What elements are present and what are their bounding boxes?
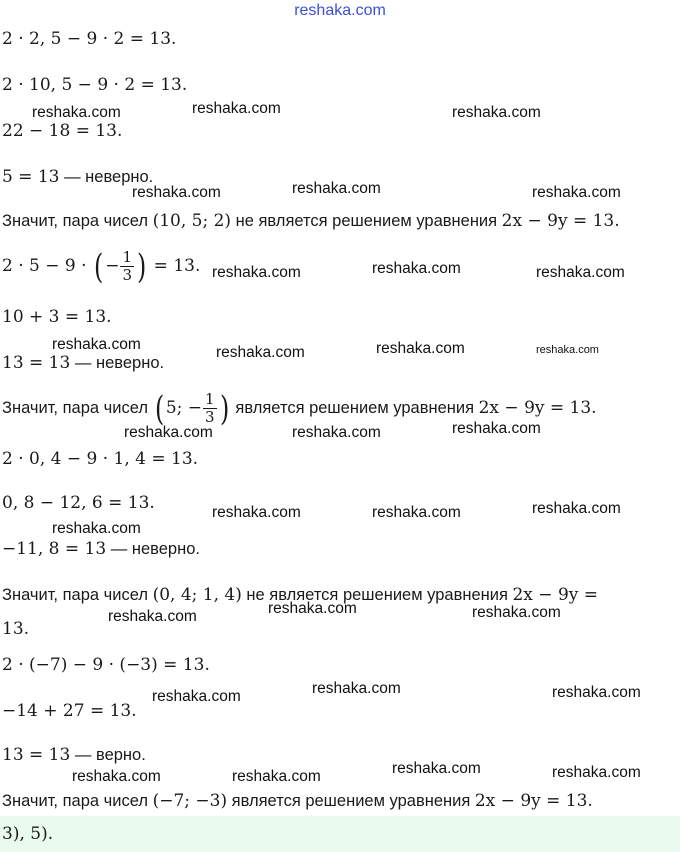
site-header-link[interactable]: reshaka.com <box>294 2 386 19</box>
watermark: reshaka.com <box>312 680 401 697</box>
watermark: reshaka.com <box>72 768 161 785</box>
answer-text: 3), 5). <box>2 824 54 844</box>
number-pair <box>153 388 231 429</box>
equation-line <box>2 166 153 188</box>
watermark: reshaka.com <box>372 260 461 277</box>
equation-line: 2 · 0, 4 − 9 · 1, 4 = 13. <box>2 449 199 469</box>
equation: 13 = 13 <box>2 745 71 765</box>
conclusion-text: Значит, пара чисел <box>2 399 153 417</box>
equation-continuation: 13. <box>2 619 30 639</box>
watermark: reshaka.com <box>376 340 465 357</box>
equation: 2x − 9y = 13. <box>501 211 620 231</box>
watermark: reshaka.com <box>52 520 141 537</box>
verdict-text: — неверно. <box>70 354 165 372</box>
conclusion-text: Значит, пара чисел <box>2 792 153 810</box>
watermark: reshaka.com <box>212 504 301 521</box>
equation-line <box>2 538 200 560</box>
equation-line: 2 · 2, 5 − 9 · 2 = 13. <box>2 29 177 49</box>
minus-sign: − <box>105 256 120 276</box>
conclusion-line <box>2 210 620 232</box>
equation-line <box>2 744 146 766</box>
number-pair: (−7; −3) <box>152 791 228 811</box>
fraction <box>120 249 134 284</box>
watermark: reshaka.com <box>532 500 621 517</box>
fraction-denominator: 3 <box>205 408 215 426</box>
equation: 13 = 13 <box>2 353 71 373</box>
watermark: reshaka.com <box>292 424 381 441</box>
conclusion-text: Значит, пара чисел <box>2 586 153 604</box>
equation: 2x − 9y = 13. <box>478 398 597 418</box>
watermark: reshaka.com <box>452 420 541 437</box>
fraction-numerator: 1 <box>122 248 132 266</box>
watermark: reshaka.com <box>132 184 221 201</box>
watermark: reshaka.com <box>268 600 357 617</box>
watermark: reshaka.com <box>124 424 213 441</box>
watermark: reshaka.com <box>108 608 197 625</box>
watermark: reshaka.com <box>552 764 641 781</box>
equation: 5 = 13 <box>2 167 60 187</box>
equation-line: 0, 8 − 12, 6 = 13. <box>2 493 155 513</box>
right-paren-icon: ) <box>136 246 147 287</box>
watermark: reshaka.com <box>292 180 381 197</box>
left-paren-icon: ( <box>93 246 104 287</box>
conclusion-text: не является решением уравнения <box>241 586 513 604</box>
conclusion-text: является решением уравнения <box>227 792 475 810</box>
watermark: reshaka.com <box>552 684 641 701</box>
equation-line: 10 + 3 = 13. <box>2 307 112 327</box>
watermark: reshaka.com <box>216 344 305 361</box>
fraction-numerator: 1 <box>205 390 215 408</box>
right-paren-icon: ) <box>219 388 229 429</box>
watermark: reshaka.com <box>192 100 281 117</box>
equation: 2x − 9y = <box>512 585 599 605</box>
conclusion-text: является решением уравнения <box>230 399 479 417</box>
watermark: reshaka.com <box>392 760 481 777</box>
equation-line <box>2 352 164 374</box>
conclusion-text: не является решением уравнения <box>231 212 502 230</box>
verdict-text: — неверно. <box>59 168 154 186</box>
verdict-text: — верно. <box>70 746 146 764</box>
watermark: reshaka.com <box>452 104 541 121</box>
left-paren-icon: ( <box>154 388 164 429</box>
equation: 2x − 9y = 13. <box>474 791 593 811</box>
watermark: reshaka.com <box>212 264 301 281</box>
watermark: reshaka.com <box>532 184 621 201</box>
watermark: reshaka.com <box>232 768 321 785</box>
equation-line: 2 · (−7) − 9 · (−3) = 13. <box>2 655 210 675</box>
watermark: reshaka.com <box>536 344 599 356</box>
verdict-text: — неверно. <box>106 540 200 558</box>
watermark: reshaka.com <box>472 604 561 621</box>
conclusion-text: Значит, пара чисел <box>2 212 153 230</box>
equation-line: 2 · 10, 5 − 9 · 2 = 13. <box>2 75 188 95</box>
watermark: reshaka.com <box>152 688 241 705</box>
watermark: reshaka.com <box>372 504 461 521</box>
conclusion-line <box>2 790 593 812</box>
pair-part: 5; − <box>165 398 203 418</box>
watermark: reshaka.com <box>536 264 625 281</box>
fraction-denominator: 3 <box>122 266 132 284</box>
equation-line: 22 − 18 = 13. <box>2 121 123 141</box>
equation-line: −14 + 27 = 13. <box>2 701 137 721</box>
fraction <box>203 391 217 426</box>
answer-bar <box>0 816 680 852</box>
equation-part: = 13. <box>148 256 201 276</box>
number-pair: (10, 5; 2) <box>152 211 232 231</box>
equation-part: 2 · 5 − 9 · <box>2 256 92 276</box>
equation-line <box>2 246 200 286</box>
equation: −11, 8 = 13 <box>2 539 107 559</box>
number-pair: (0, 4; 1, 4) <box>152 585 242 605</box>
watermark: reshaka.com <box>52 336 141 353</box>
watermark: reshaka.com <box>32 104 121 121</box>
